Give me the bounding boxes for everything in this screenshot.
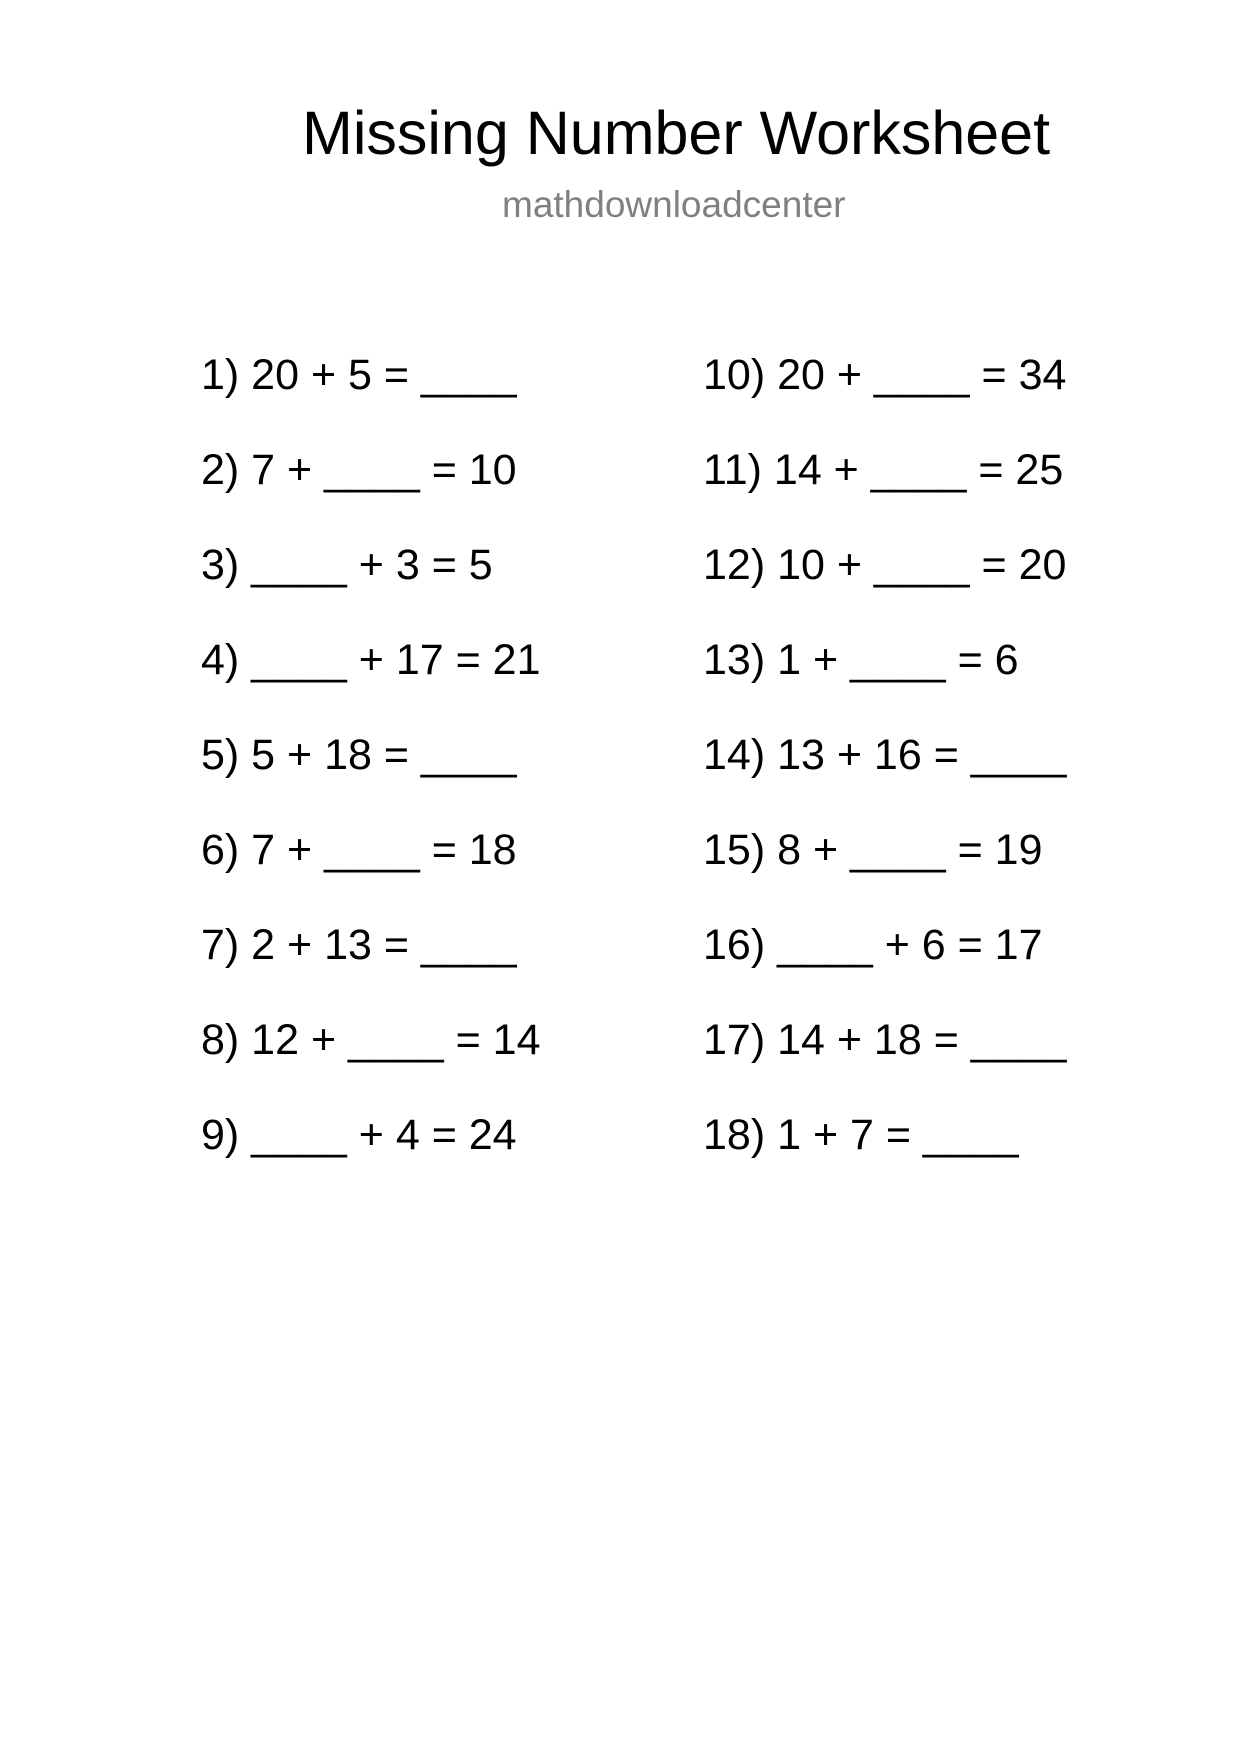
worksheet-source: mathdownloadcenter [502, 184, 846, 225]
problem-9: 9) ____ + 4 = 24 [201, 1111, 517, 1159]
problem-4: 4) ____ + 17 = 21 [201, 636, 541, 684]
problem-17: 17) 14 + 18 = ____ [703, 1016, 1067, 1064]
problem-13: 13) 1 + ____ = 6 [703, 636, 1019, 684]
problem-5: 5) 5 + 18 = ____ [201, 731, 517, 779]
problem-8: 8) 12 + ____ = 14 [201, 1016, 541, 1064]
problem-18: 18) 1 + 7 = ____ [703, 1111, 1019, 1159]
problem-15: 15) 8 + ____ = 19 [703, 826, 1043, 874]
problem-3: 3) ____ + 3 = 5 [201, 541, 493, 589]
problem-16: 16) ____ + 6 = 17 [703, 921, 1043, 969]
problem-2: 2) 7 + ____ = 10 [201, 446, 517, 494]
problem-11: 11) 14 + ____ = 25 [703, 446, 1064, 494]
problem-6: 6) 7 + ____ = 18 [201, 826, 517, 874]
problem-1: 1) 20 + 5 = ____ [201, 351, 517, 399]
worksheet-title: Missing Number Worksheet [302, 99, 1051, 167]
problems-column-left [201, 350, 541, 1205]
problems-column-right [703, 350, 1066, 1205]
problem-10: 10) 20 + ____ = 34 [703, 351, 1067, 399]
problem-12: 12) 10 + ____ = 20 [703, 541, 1067, 589]
problem-14: 14) 13 + 16 = ____ [703, 731, 1067, 779]
problem-7: 7) 2 + 13 = ____ [201, 921, 517, 969]
